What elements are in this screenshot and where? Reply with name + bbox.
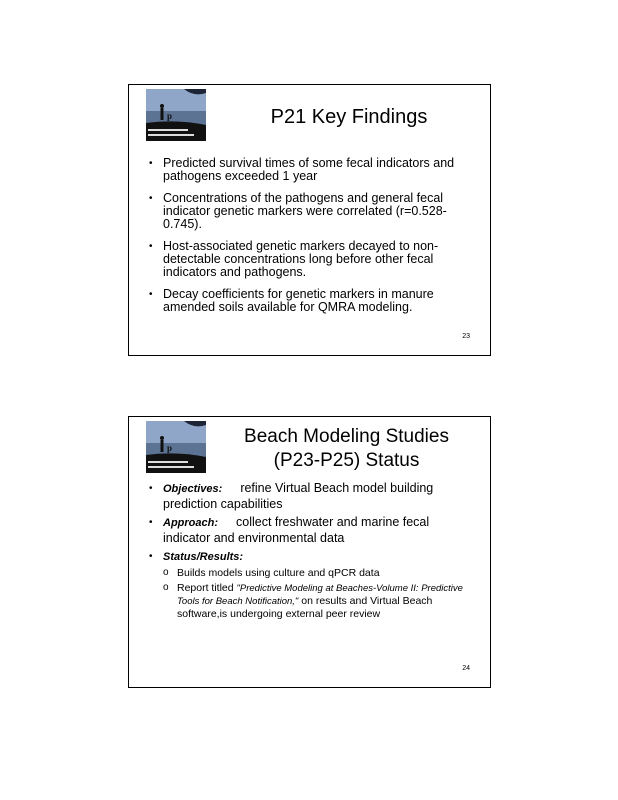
status-list (149, 481, 474, 623)
page-number: 24 (462, 665, 470, 672)
report-post: on results and Virtual Beach software,is undergoing external peer review (177, 595, 433, 620)
approach-text: collect freshwater and marine fecal indicator and environmental data (163, 515, 430, 545)
slide-title: P21 Key Findings (270, 106, 428, 128)
title-line-2: (P23-P25) Status (273, 450, 420, 471)
list-item: • Predicted survival times of some fecal indicators and pathogens exceeded 1 year (149, 157, 479, 183)
page-number: 23 (462, 333, 470, 340)
list-item (149, 515, 474, 546)
report-title: "Predictive Modeling at Beaches-Volume II: Predictive Tools for Beach Notification," (177, 583, 463, 607)
list-item: • Decay coefficients for genetic markers in manure amended soils available for QMRA modeling. (149, 288, 479, 314)
beach-logo-icon (146, 421, 206, 473)
report-pre: Report titled (177, 582, 237, 594)
objectives-label: Objectives: (163, 483, 223, 495)
sub-list-item (163, 582, 474, 620)
slide-24 (128, 416, 491, 688)
status-sublist (163, 567, 474, 620)
title-line-1: Beach Modeling Studies (244, 426, 449, 447)
list-item: • Concentrations of the pathogens and general fecal indicator genetic markers were correlated (r=0.528-0.745). (149, 192, 479, 231)
list-item (149, 481, 474, 512)
objectives-text: refine Virtual Beach model building prediction capabilities (163, 481, 434, 511)
list-item: • Host-associated genetic markers decayed to non-detectable concentrations long before other fecal indicators and pathogens. (149, 240, 479, 279)
list-item (149, 549, 474, 620)
slide-title (219, 425, 474, 473)
status-label: Status/Results: (163, 551, 244, 563)
svg-text:p: p (167, 111, 173, 121)
approach-label: Approach: (163, 517, 218, 529)
sub-list-item: o Builds models using culture and qPCR data (163, 567, 474, 579)
slide-23 (128, 84, 491, 356)
svg-text:p: p (167, 443, 173, 453)
beach-logo-icon (146, 89, 206, 141)
findings-list (149, 157, 479, 323)
